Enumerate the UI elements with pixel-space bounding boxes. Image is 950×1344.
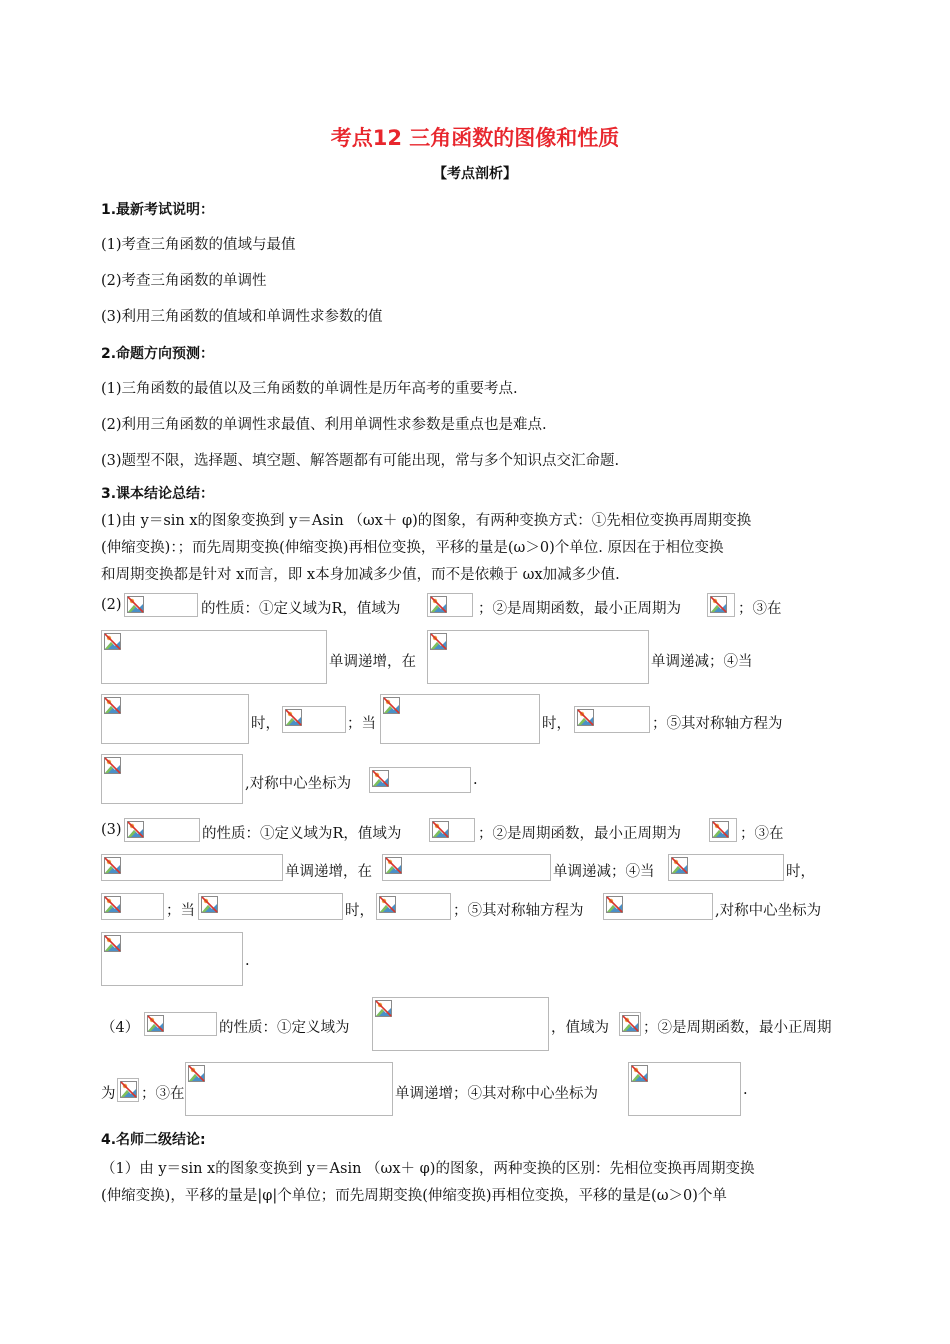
formula-image-placeholder	[117, 1078, 139, 1102]
section-4-heading: 4.名师二级结论:	[101, 1132, 206, 1148]
broken-image-icon	[120, 1081, 137, 1098]
broken-image-icon	[430, 596, 447, 613]
property-text: ；②是周期函数，最小正周期为	[478, 826, 681, 842]
page-title: 考点12 三角函数的图像和性质	[330, 126, 620, 150]
property-text: 时，	[251, 716, 280, 732]
broken-image-icon	[631, 1065, 648, 1082]
property-text: 的性质：①定义域为R，值域为	[201, 601, 401, 617]
section-2-item: (2)利用三角函数的单调性求最值、利用单调性求参数是重点也是难点.	[101, 417, 547, 433]
property-text: ；⑤其对称轴方程为	[652, 716, 783, 732]
broken-image-icon	[104, 633, 121, 650]
property-text: ，值域为	[551, 1020, 609, 1036]
formula-image-placeholder	[185, 1062, 393, 1116]
broken-image-icon	[201, 896, 218, 913]
section-3-paragraph-line: (伸缩变换)：；而先周期变换(伸缩变换)再相位变换，平移的量是(ω＞0)个单位. 原因在于相位变换	[101, 540, 724, 556]
broken-image-icon	[104, 935, 121, 952]
broken-image-icon	[432, 821, 449, 838]
broken-image-icon	[430, 633, 447, 650]
broken-image-icon	[375, 1000, 392, 1017]
broken-image-icon	[104, 857, 121, 874]
formula-image-placeholder	[124, 593, 198, 617]
broken-image-icon	[379, 896, 396, 913]
broken-image-icon	[127, 596, 144, 613]
formula-image-placeholder	[427, 593, 473, 617]
formula-image-placeholder	[372, 997, 549, 1051]
property-text: ；⑤其对称轴方程为	[453, 903, 584, 919]
formula-image-placeholder	[101, 754, 243, 804]
property-text: .	[473, 772, 478, 788]
section-1-heading: 1.最新考试说明：	[101, 202, 215, 218]
section-3-heading: 3.课本结论总结：	[101, 486, 215, 502]
formula-image-placeholder	[628, 1062, 741, 1116]
formula-image-placeholder	[101, 630, 327, 684]
property-text: 时，	[345, 903, 374, 919]
broken-image-icon	[671, 857, 688, 874]
section-2-item: (1)三角函数的最值以及三角函数的单调性是历年高考的重要考点.	[101, 381, 518, 397]
formula-image-placeholder	[707, 593, 735, 617]
formula-image-placeholder	[619, 1012, 641, 1036]
property-text: ；当	[347, 716, 376, 732]
broken-image-icon	[577, 709, 594, 726]
formula-image-placeholder	[668, 854, 784, 881]
property-text: ；当	[166, 903, 195, 919]
section-4-paragraph-line: (伸缩变换)，平移的量是|φ|个单位；而先周期变换(伸缩变换)再相位变换，平移的量是(ω＞0)个单	[101, 1188, 727, 1204]
section-1-item: (2)考查三角函数的单调性	[101, 273, 267, 289]
property-text: 单调递减；④当	[651, 654, 753, 670]
property-text: ；②是周期函数，最小正周期为	[478, 601, 681, 617]
formula-image-placeholder	[101, 694, 249, 744]
broken-image-icon	[188, 1065, 205, 1082]
formula-image-placeholder	[369, 767, 471, 793]
broken-image-icon	[104, 697, 121, 714]
property-text: 单调递增，在	[329, 654, 416, 670]
formula-image-placeholder	[144, 1012, 217, 1036]
formula-image-placeholder	[429, 818, 475, 842]
section-2-heading: 2.命题方向预测：	[101, 346, 215, 362]
property-text: 时，	[542, 716, 571, 732]
property-text: ；③在	[738, 601, 782, 617]
property-text: .	[743, 1082, 748, 1098]
section-1-item: (1)考查三角函数的值域与最值	[101, 237, 296, 253]
formula-image-placeholder	[198, 893, 343, 920]
section-4-paragraph-line: （1）由 y＝sin x的图象变换到 y＝Asin （ωx＋ φ)的图象，两种变换的区别：先相位变换再周期变换	[101, 1161, 755, 1177]
broken-image-icon	[285, 709, 302, 726]
property-text: 单调递减；④当	[553, 864, 655, 880]
property-text: 的性质：①定义域为R，值域为	[202, 826, 402, 842]
property-label: （4）	[101, 1020, 140, 1036]
broken-image-icon	[712, 821, 729, 838]
property-text: 单调递增，在	[285, 864, 372, 880]
property-text: ,对称中心坐标为	[715, 903, 822, 919]
property-text: ；②是周期函数，最小正周期	[643, 1020, 832, 1036]
formula-image-placeholder	[427, 630, 649, 684]
broken-image-icon	[147, 1015, 164, 1032]
broken-image-icon	[710, 596, 727, 613]
property-label: (2)	[101, 597, 122, 613]
formula-image-placeholder	[380, 694, 540, 744]
formula-image-placeholder	[574, 706, 650, 733]
formula-image-placeholder	[101, 893, 164, 920]
section-1-item: (3)利用三角函数的值域和单调性求参数的值	[101, 309, 383, 325]
formula-image-placeholder	[376, 893, 451, 920]
broken-image-icon	[385, 857, 402, 874]
property-text: ,对称中心坐标为	[245, 776, 352, 792]
broken-image-icon	[622, 1015, 639, 1032]
property-text: 单调递增；④其对称中心坐标为	[395, 1086, 598, 1102]
broken-image-icon	[104, 896, 121, 913]
section-2-item: (3)题型不限，选择题、填空题、解答题都有可能出现，常与多个知识点交汇命题.	[101, 453, 620, 469]
property-text: .	[245, 953, 250, 969]
broken-image-icon	[606, 896, 623, 913]
property-label: (3)	[101, 822, 122, 838]
broken-image-icon	[104, 757, 121, 774]
property-text: ；③在	[740, 826, 784, 842]
section-3-paragraph-line: (1)由 y＝sin x的图象变换到 y＝Asin （ωx＋ φ)的图象，有两种变换方式：①先相位变换再周期变换	[101, 513, 752, 529]
formula-image-placeholder	[101, 932, 243, 986]
formula-image-placeholder	[709, 818, 737, 842]
formula-image-placeholder	[101, 854, 283, 881]
broken-image-icon	[127, 821, 144, 838]
broken-image-icon	[383, 697, 400, 714]
formula-image-placeholder	[603, 893, 713, 920]
property-text: ；③在	[141, 1086, 185, 1102]
property-text: 时，	[786, 864, 815, 880]
formula-image-placeholder	[382, 854, 551, 881]
broken-image-icon	[372, 770, 389, 787]
section-3-paragraph-line: 和周期变换都是针对 x而言，即 x本身加减多少值，而不是依赖于 ωx加减多少值.	[101, 567, 620, 583]
property-text: 的性质：①定义域为	[219, 1020, 350, 1036]
page-subtitle: 【考点剖析】	[433, 166, 517, 182]
formula-image-placeholder	[282, 706, 346, 733]
property-text: 为	[101, 1086, 116, 1102]
formula-image-placeholder	[124, 818, 200, 842]
